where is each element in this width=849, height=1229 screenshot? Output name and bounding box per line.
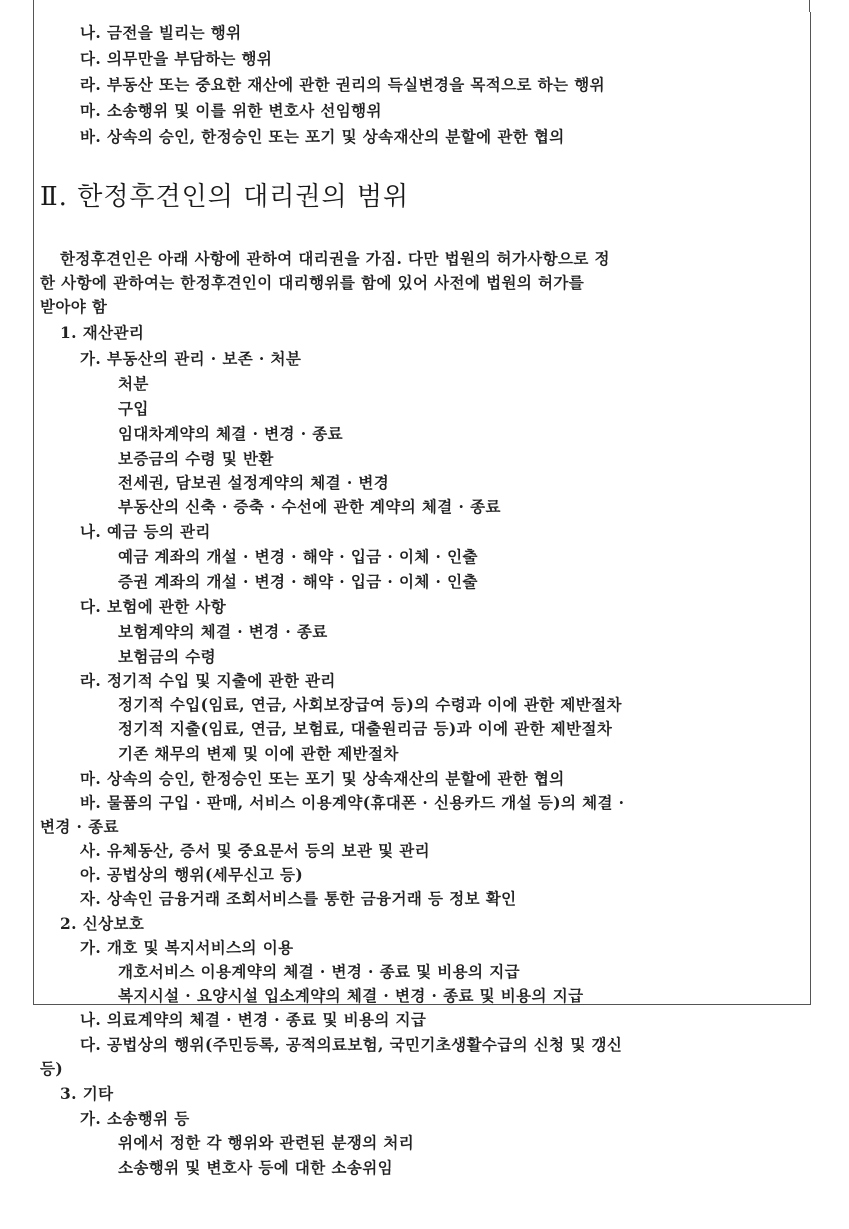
list-item: 다. 공법상의 행위(주민등록, 공적의료보험, 국민기초생활수급의 신청 및 갱신 bbox=[80, 1035, 623, 1054]
list-item: 나. 의료계약의 체결 · 변경 · 종료 및 비용의 지급 bbox=[80, 1010, 427, 1029]
intro-line: 한 사항에 관하여는 한정후견인이 대리행위를 함에 있어 사전에 법원의 허가를 bbox=[40, 273, 585, 292]
list-item: 사. 유체동산, 증서 및 중요문서 등의 보관 및 관리 bbox=[80, 841, 431, 860]
sub-item: 소송행위 및 변호사 등에 대한 소송위임 bbox=[118, 1158, 393, 1177]
frame-left-edge bbox=[33, 0, 34, 12]
sub-item: 증권 계좌의 개설 · 변경 · 해약 · 입금 · 이체 · 인출 bbox=[118, 572, 478, 591]
list-item: 라. 부동산 또는 중요한 재산에 관한 권리의 득실변경을 목적으로 하는 행위 bbox=[80, 75, 605, 94]
sub-item: 개호서비스 이용계약의 체결 · 변경 · 종료 및 비용의 지급 bbox=[118, 962, 520, 981]
list-item-continuation: 등) bbox=[40, 1059, 64, 1078]
list-item: 다. 보험에 관한 사항 bbox=[80, 597, 227, 616]
sub-item: 복지시설 · 요양시설 입소계약의 체결 · 변경 · 종료 및 비용의 지급 bbox=[118, 986, 584, 1005]
list-item: 가. 소송행위 등 bbox=[80, 1109, 190, 1128]
sub-item: 보증금의 수령 및 반환 bbox=[118, 449, 274, 468]
list-item: 바. 상속의 승인, 한정승인 또는 포기 및 상속재산의 분할에 관한 협의 bbox=[80, 127, 565, 146]
sub-item: 보험계약의 체결 · 변경 · 종료 bbox=[118, 622, 328, 641]
sub-item: 위에서 정한 각 행위와 관련된 분쟁의 처리 bbox=[118, 1133, 415, 1152]
sub-item: 구입 bbox=[118, 399, 149, 418]
frame-right-edge bbox=[809, 0, 810, 12]
sub-item: 처분 bbox=[118, 374, 149, 393]
list-item: 라. 정기적 수입 및 지출에 관한 관리 bbox=[80, 671, 336, 690]
intro-line: 받아야 함 bbox=[40, 297, 108, 316]
list-item: 나. 예금 등의 관리 bbox=[80, 522, 211, 541]
intro-line: 한정후견인은 아래 사항에 관하여 대리권을 가짐. 다만 법원의 허가사항으로 정 bbox=[60, 249, 610, 268]
section-heading: Ⅱ. 한정후견인의 대리권의 범위 bbox=[40, 182, 410, 212]
list-item: 마. 소송행위 및 이를 위한 변호사 선임행위 bbox=[80, 101, 382, 120]
sub-item: 정기적 지출(임료, 연금, 보험료, 대출원리금 등)과 이에 관한 제반절차 bbox=[118, 719, 613, 738]
category-heading: 3. 기타 bbox=[60, 1084, 114, 1103]
list-item: 나. 금전을 빌리는 행위 bbox=[80, 23, 242, 42]
list-item: 바. 물품의 구입 · 판매, 서비스 이용계약(휴대폰 · 신용카드 개설 등)의 체결 · bbox=[80, 793, 625, 812]
sub-item: 부동산의 신축 · 증축 · 수선에 관한 계약의 체결 · 종료 bbox=[118, 497, 501, 516]
category-heading: 2. 신상보호 bbox=[60, 914, 145, 933]
sub-item: 임대차계약의 체결 · 변경 · 종료 bbox=[118, 424, 344, 443]
sub-item: 기존 채무의 변제 및 이에 관한 제반절차 bbox=[118, 744, 399, 763]
list-item: 가. 개호 및 복지서비스의 이용 bbox=[80, 938, 294, 957]
sub-item: 정기적 수입(임료, 연금, 사회보장급여 등)의 수령과 이에 관한 제반절차 bbox=[118, 695, 622, 714]
list-item: 자. 상속인 금융거래 조회서비스를 통한 금융거래 등 정보 확인 bbox=[80, 889, 517, 908]
list-item-continuation: 변경 · 종료 bbox=[40, 817, 119, 836]
sub-item: 예금 계좌의 개설 · 변경 · 해약 · 입금 · 이체 · 인출 bbox=[118, 547, 478, 566]
list-item: 가. 부동산의 관리 · 보존 · 처분 bbox=[80, 349, 302, 368]
category-heading: 1. 재산관리 bbox=[60, 323, 145, 342]
list-item: 마. 상속의 승인, 한정승인 또는 포기 및 상속재산의 분할에 관한 협의 bbox=[80, 769, 565, 788]
sub-item: 보험금의 수령 bbox=[118, 647, 217, 666]
list-item: 다. 의무만을 부담하는 행위 bbox=[80, 49, 273, 68]
sub-item: 전세권, 담보권 설정계약의 체결 · 변경 bbox=[118, 473, 390, 492]
list-item: 아. 공법상의 행위(세무신고 등) bbox=[80, 865, 304, 884]
